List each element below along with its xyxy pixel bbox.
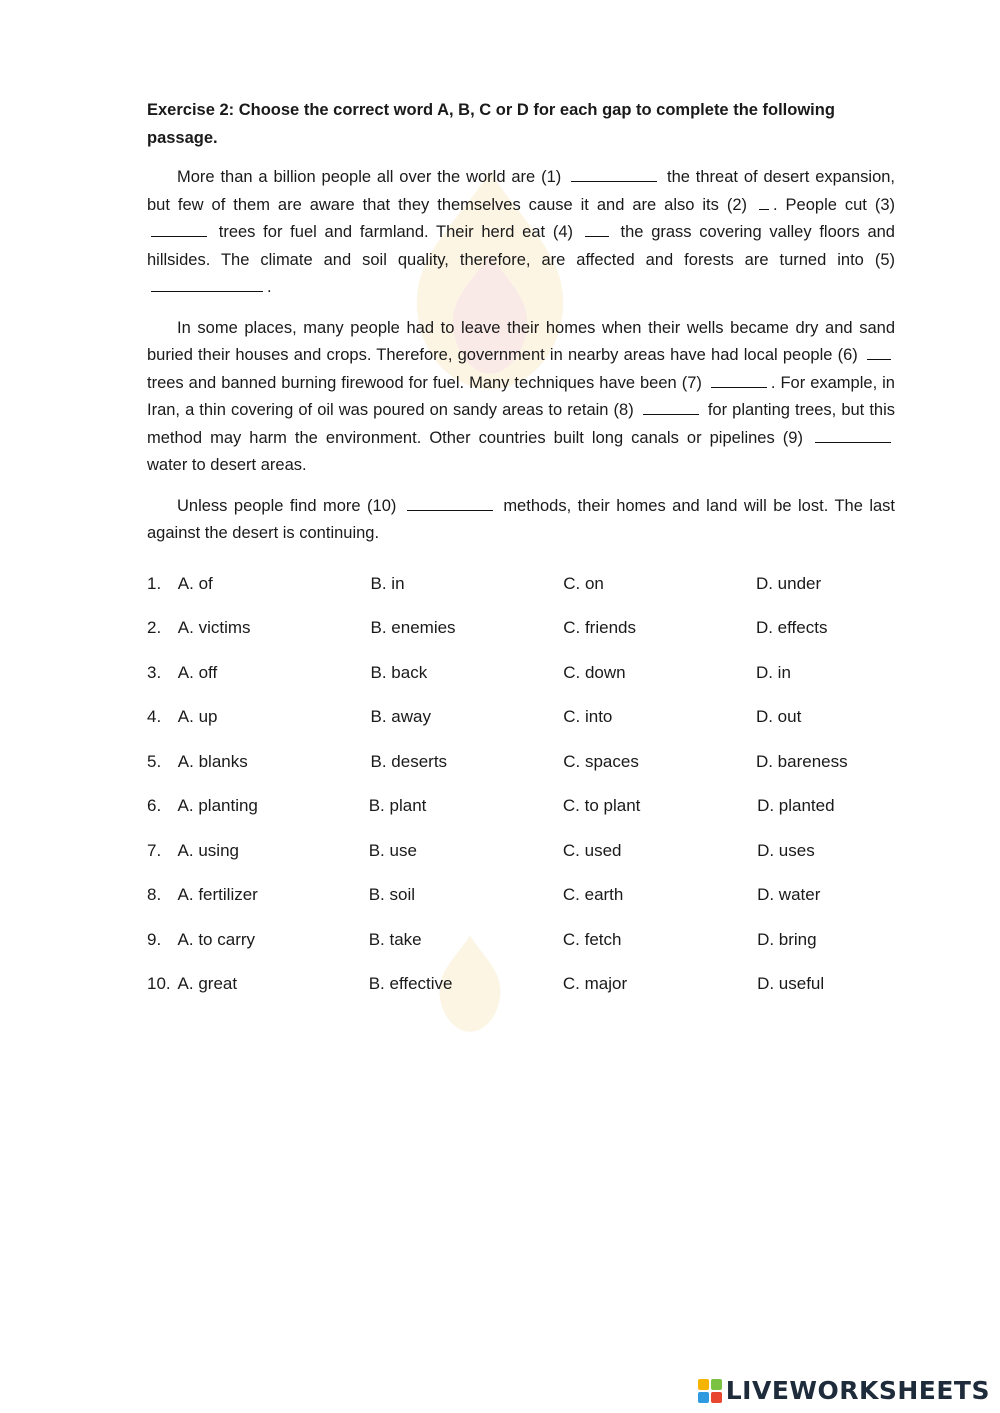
question-row-7	[147, 841, 895, 886]
question-number: 8.	[147, 885, 162, 904]
option-a[interactable]: A. off	[177, 662, 218, 682]
option-a[interactable]: A. fertilizer	[177, 885, 258, 904]
option-d[interactable]: D. out	[755, 707, 802, 726]
option-c[interactable]: C. fetch	[562, 929, 622, 949]
option-b[interactable]: B. away	[370, 707, 431, 726]
question-row-10	[147, 974, 895, 1019]
option-b[interactable]: B. in	[370, 573, 405, 593]
passage-text: In some places, many people had to leave their homes when their wells became dry and sand buried their houses and crops. Therefore, government in nearby areas have had local people (6)	[147, 318, 895, 364]
question-number: 7.	[147, 840, 162, 860]
gap-1-input[interactable]	[571, 166, 657, 182]
liveworksheets-grid-icon	[698, 1379, 722, 1403]
option-a[interactable]: A. great	[177, 974, 238, 993]
question-number: 6.	[147, 796, 162, 815]
option-c[interactable]: C. down	[563, 662, 626, 682]
gap-10-input[interactable]	[407, 495, 493, 511]
gap-8-input[interactable]	[643, 399, 699, 415]
option-b[interactable]: B. enemies	[370, 618, 456, 637]
option-d[interactable]: D. effects	[755, 618, 828, 637]
option-c[interactable]: C. to plant	[562, 796, 641, 815]
option-d[interactable]: D. water	[757, 885, 821, 904]
question-row-2	[147, 618, 895, 663]
icon-square	[698, 1392, 709, 1403]
option-a[interactable]: A. to carry	[177, 929, 256, 949]
option-d[interactable]: D. uses	[757, 840, 815, 860]
passage-text: . For example, in Iran, a thin covering of oil was poured on sandy areas to retain (8)	[147, 373, 895, 419]
option-b[interactable]: B. take	[368, 929, 422, 949]
passage-text: the threat of desert expansion, but few of them are aware that they themselves cause it and are also its (2)	[147, 168, 896, 214]
question-number: 10.	[147, 974, 171, 993]
option-a[interactable]: A. planting	[177, 796, 258, 815]
answer-options	[147, 574, 895, 1019]
option-b[interactable]: B. plant	[368, 796, 427, 815]
option-d[interactable]: D. planted	[757, 796, 835, 815]
passage-paragraph-1	[147, 164, 895, 302]
exercise-title: Exercise 2: Choose the correct word A, B, C or D for each gap to complete the following passage.	[147, 101, 835, 147]
gap-6-input[interactable]	[867, 344, 891, 360]
question-row-9	[147, 930, 895, 975]
option-b[interactable]: B. use	[368, 840, 417, 860]
option-a[interactable]: A. up	[177, 707, 218, 726]
passage-text: methods, their homes and land will be lost. The last against the desert is continuing.	[147, 496, 896, 542]
gap-9-input[interactable]	[815, 427, 891, 443]
passage-text: water to desert areas.	[147, 456, 307, 474]
question-row-3	[147, 663, 895, 708]
passage-paragraph-2	[147, 315, 895, 480]
icon-square	[711, 1379, 722, 1390]
question-number: 1.	[147, 573, 162, 593]
question-row-5	[147, 752, 895, 797]
icon-square	[711, 1392, 722, 1403]
question-number: 9.	[147, 929, 162, 949]
passage-text: More than a billion people all over the world are (1)	[177, 168, 562, 186]
question-number: 4.	[147, 707, 162, 726]
question-row-6	[147, 796, 895, 841]
question-row-1	[147, 574, 895, 619]
option-c[interactable]: C. friends	[563, 618, 636, 637]
gap-4-input[interactable]	[585, 221, 609, 237]
option-a[interactable]: A. using	[177, 840, 239, 860]
worksheet	[147, 96, 895, 1019]
option-c[interactable]: C. into	[563, 707, 613, 726]
passage-text: for planting trees, but this method may harm the environment. Other countries built long canals or pipelines (9)	[147, 401, 895, 447]
passage-text: .	[267, 278, 272, 296]
question-number: 2.	[147, 618, 162, 637]
passage-text: . People cut (3)	[772, 195, 896, 214]
option-d[interactable]: D. under	[755, 573, 822, 593]
icon-square	[698, 1379, 709, 1390]
passage-text: trees for fuel and farmland. Their herd eat (4)	[218, 223, 574, 241]
passage-text: trees and banned burning firewood for fuel. Many techniques have been (7)	[147, 373, 702, 392]
question-row-8	[147, 885, 895, 930]
passage-paragraph-3	[147, 493, 895, 548]
question-row-4	[147, 707, 895, 752]
option-d[interactable]: D. bareness	[755, 751, 848, 771]
option-c[interactable]: C. earth	[562, 885, 624, 904]
question-number: 5.	[147, 751, 162, 771]
option-b[interactable]: B. effective	[368, 974, 453, 993]
option-c[interactable]: C. used	[562, 840, 622, 860]
option-d[interactable]: D. in	[755, 662, 791, 682]
liveworksheets-logo[interactable]	[698, 1376, 990, 1405]
option-c[interactable]: C. on	[563, 573, 604, 593]
option-b[interactable]: B. back	[370, 662, 428, 682]
option-a[interactable]: A. victims	[177, 618, 251, 637]
option-d[interactable]: D. bring	[757, 929, 817, 949]
option-d[interactable]: D. useful	[757, 974, 825, 993]
brand-name: LIVEWORKSHEETS	[725, 1376, 990, 1405]
option-b[interactable]: B. soil	[368, 885, 416, 904]
gap-7-input[interactable]	[711, 372, 767, 388]
gap-2-input[interactable]	[759, 194, 769, 210]
gap-3-input[interactable]	[151, 221, 207, 237]
option-c[interactable]: C. spaces	[563, 751, 639, 771]
passage-text: Unless people find more (10)	[177, 496, 397, 515]
passage-text: the grass covering valley floors and hillsides. The climate and soil quality, therefore, are affected and forests are turned into (5)	[147, 223, 895, 269]
gap-5-input[interactable]	[151, 276, 263, 292]
option-a[interactable]: A. blanks	[177, 751, 248, 771]
option-a[interactable]: A. of	[177, 573, 213, 593]
option-b[interactable]: B. deserts	[370, 751, 448, 771]
option-c[interactable]: C. major	[562, 974, 628, 993]
question-number: 3.	[147, 662, 162, 682]
